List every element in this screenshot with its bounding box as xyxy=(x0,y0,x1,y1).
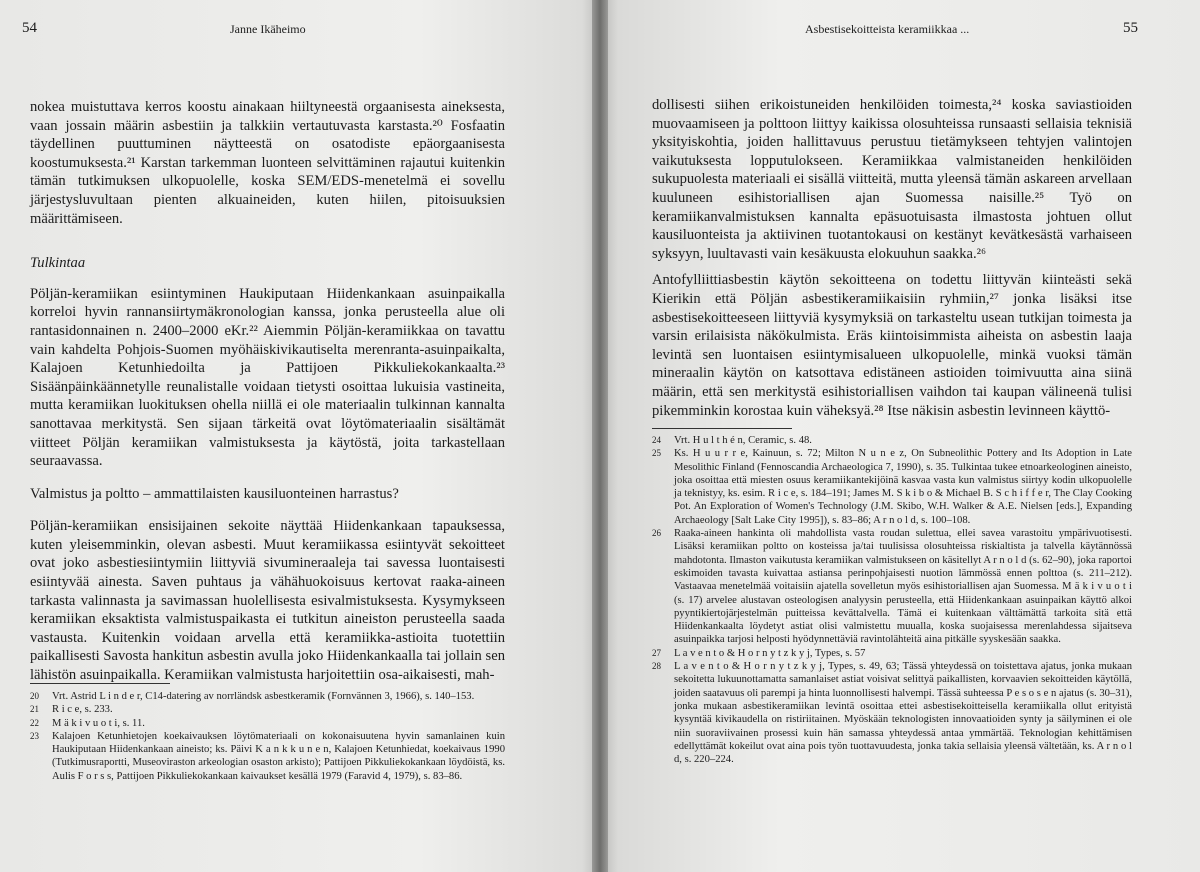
paragraph: Antofylliittiasbestin käytön sekoitteena on todettu liittyvän kiinteästi sekä Kierikin että Pöljän asbestikeramiikaisiin ryhmiin,²⁷ jonka lisäksi itse asbestisekoitteeseen liittyviä kysymyksiä on tarkasteltu usean tutkijan toimesta ja varsin erilaisista näkökulmista. Eräs kiintoisimmista aiheista on asbestin laaja levintä sen luontaisen esiintymisalueen ulkopuolelle, minkä vuoksi tämän mineraalin käytön on katsottava edistäneen astioiden toimivuutta aina siinä määrin, että sen merkitystä esihistoriallisen vaihdon tai kaupan välineenä tulisi pikemminkin korostaa kuin väheksyä.²⁸ Itse näkisin asbestin levinneen käyttö- xyxy=(652,272,1132,419)
footnote: 22 M ä k i v u o t i, s. 11. xyxy=(30,717,145,729)
paragraph: Pöljän-keramiikan ensisijainen sekoite näyttää Hiidenkankaan tapauksessa, kuten yleisemminkin, olevan asbesti. Muut keramiikassa esiintyvät sekoitteet ovat joko asbestiesiintymiin liittyviä sivumineraaleja tai savessa luontaisesti esiintyvää ainesta. Saven puhtaus ja vähähuokoisuus kertovat raaka-aineen tarkasta valinnasta ja savimassan huolellisesta esivalmistuksesta. Kysymykseen keramiikan eksaktista valmistuspaikasta ei tutkitun aineiston perusteella saada vastausta. Kuitenkin voidaan arvella että keramiikka-astioita tuotettiin paikallisesti Savosta hankitun asbestin avulla joko Hiidenkankaalla tai jollain sen lähistön asuinpaikalla. Keramiikan valmistusta harjoitettiin osa-aikaisesti, mah- xyxy=(30,518,505,684)
footnote: 25 Ks. H u u r r e, Kainuun, s. 72; Milton N u n e z, On Subneolithic Pottery and Its Adoption in Late Mesolithic Finland (Fennoscandia Archaeologica 7, 1990), s. 35. Tulkintaa tukee etnoarkeologinen aineisto, joka osoittaa että miesten osuus keramiikantekijöinä kasvaa vasta kun valmistus siirtyy kodin ulkopuolelle ja teknistyy, ks. esim. R i c e, s. 184–191; James M. S k i b o & Michael B. S c h i f f e r, The Clay Cooking Pot. An Exploration of Women's Technology (J.M. Skibo, W.H. Walker & A.E. Nielsen [eds.], Expanding Archaeology [Salt Lake City 1995]), s. 83–86; A r n o l d, s. 100–108. xyxy=(652,448,1132,526)
footnotes xyxy=(30,690,505,783)
footnotes xyxy=(652,434,1132,766)
running-head: Janne Ikäheimo xyxy=(230,22,306,36)
footnote: 26 Raaka-aineen hankinta oli mahdollista vasta roudan sulettua, ellei savea varastoitu ympärivuotisesti. Lisäksi keramiikan poltto on kosteissa ja/tai tuulisissa olosuhteissa riskialtista ja talvella käytännössä mahdotonta. Ilmaston vaikutusta keramiikan valmistukseen on käsitellyt A r n o l d (s. 62–90), joka raportoi eskimoiden tavasta kuivattaa astiansa perinpohjaisesti nuotion lämmössä ennen polttoa (s. 211–212). Vastaavaa menetelmää voitaisiin ajatella sovelletun myös esihistoriallisen ajan Suomessa. M ä k i v u o t i (s. 17) arvelee alustavan osteologisen analyysin perusteella, että Hiidenkankaan asuinpaikan käyttö alkoi pyyntikiertojärjestelmän puitteissa kevättalvella. Tämä ei kuitenkaan välttämättä tarkoita sitä että Hiidenkankaalta löydetyt astiat olisi valmistettu muualla, koska suojaisessa merenlahdessa sijaitseva asuinpaikka tarjosi helposti hyödynnettäviä ravintolähteitä aina pitkälle syyskesään saakka. xyxy=(652,528,1132,646)
footnote: 27 L a v e n t o & H o r n y t z k y j, Types, s. 57 xyxy=(652,647,866,659)
footnote: 28 L a v e n t o & H o r n y t z k y j, Types, s. 49, 63; Tässä yhteydessä on toistettava ajatus, jonka mukaan sekoitetta lukuunottamatta samanlaiset astiat voisivat selittyä paikallisten, korvaavien sekoitteiden käytöllä, joiden saatavuus oli parempi ja hinta luonnollisesti halvempi. Tässä suhteessa P e s o s e n ajatus (s. 30–31), jonka mukaan asbestikeramiikan levintä osoittaa ettei asbestisekoitteisella keramiikalla ollut erityistä kysyntää kivikaudella on ristiriitainen. Myöskään teknologisten innovaatioiden synty ja säilyminen ei ole niin suoraviivainen prosessi kuin hän samassa yhteydessä antaa ymmärtää. Teknologian kehittämisen edellyttämät kokeilut ovat aina pois työn tuottavuudesta, jonka takia sellaisia yleensä vältetään, ks. A r n o l d, s. 220–224. xyxy=(652,661,1132,766)
page-number: 55 xyxy=(1123,20,1138,36)
footnote-rule xyxy=(652,428,792,429)
book-gutter xyxy=(592,0,608,872)
footnote: 20 Vrt. Astrid L i n d e r, C14-datering av norrländsk asbestkeramik (Fornvännen 3, 1966), s. 140–153. xyxy=(30,691,475,702)
footnote-rule xyxy=(30,683,170,684)
paragraph: Pöljän-keramiikan esiintyminen Haukiputaan Hiidenkankaan asuinpaikalla korreloi hyvin rannansiirtymäkronologian kanssa, jonka perusteella alue oli rantasidonnainen n. 2400–2000 eKr.²² Aiemmin Pöljän-keramiikkaa on tavattu vain kahdelta Pohjois-Suomen myöhäiskivikautiselta merenranta-asuinpaikalta, Kalajoen Ketunhiedoilta ja Pattijoen Pikkuliekokankaalta.²³ Sisäänpäinkäännetylle reunalistalle voidaan tietysti osoittaa lukuisia vastineita, mutta keramiikan luokituksen ohella niillä ei ole materiaalin tulkinnan kannalta sanottavaa merkitystä. Sen sijaan tärkeitä ovat löytömateriaalin sisältämät viitteet Pöljän keramiikan valmistuksesta ja käytöstä, joita tarkastellaan seuraavassa. xyxy=(30,285,505,470)
footnote: 21 R i c e, s. 233. xyxy=(30,704,113,716)
page-number: 54 xyxy=(22,20,37,36)
paragraph: nokea muistuttava kerros koostu ainakaan hiiltyneestä orgaanisesta aineksesta, vaan jossain määrin asbestiin ja talkkiin vertautuvasta karstasta.²⁰ Fosfaatin täydellinen puuttuminen näytteestä on osatodiste epäorgaanisesta koostumuksesta.²¹ Karstan tarkemman luonteen selvittäminen rajautui kuitenkin tämän tutkimuksen ulkopuolelle, koska SEM/EDS-menetelmä ei sovellu järjestysluvultaan pienten alkuaineiden, kuten hiilen, pitoisuuksien määrittämiseen. xyxy=(30,99,505,227)
running-head: Asbestisekoitteista keramiikkaa ... xyxy=(805,22,970,36)
section-heading: Tulkintaa xyxy=(30,255,86,272)
footnote: 23 Kalajoen Ketunhietojen koekaivauksen löytömateriaali on kokonaisuutena hyvin samanlainen kuin Haukiputaan Hiidenkankaan aineisto; ks. Päivi K a n k k u n e n, Kalajoen Ketunhiedat, koekaivaus 1990 (Tutkimusraportti, Museoviraston arkeologian osaston arkisto); Pattijoen Pikkuliekokankaan löydöistä, ks. Aulis F o r s s, Pattijoen Pikkuliekokankaan kaivaukset kesällä 1979 (Faravid 4, 1979), s. 83–86. xyxy=(30,730,505,782)
paragraph: dollisesti siihen erikoistuneiden henkilöiden toimesta,²⁴ koska saviastioiden muovaamiseen ja polttoon liittyy kaikissa olosuhteissa runsaasti sellaisia teknisiä yksityiskohtia, joiden hallittavuus perustuu tietämykseen tehtyjen valintojen vaikutuksesta lopputulokseen. Keramiikkaa valmistaneiden henkilöiden sukupuolesta materiaali ei sisällä viitteitä, mutta yleensä tämän askareen arvellaan kuuluneen esihistoriallisen ajan Suomessa naisille.²⁵ Työ on keramiikanvalmistuksen kannalta epäsuotuisasta ilmastosta johtuen ollut kausiluonteista ja aktiivinen tuotantokausi on kestänyt kevätkesästä varhaiseen syksyyn, luultavasti vain kesäkuusta elokuuhun saakka.²⁶ xyxy=(652,97,1132,262)
section-heading: Valmistus ja poltto – ammattilaisten kausiluonteinen harrastus? xyxy=(30,485,399,502)
footnote: 24 Vrt. H u l t h é n, Ceramic, s. 48. xyxy=(652,435,812,446)
right-page xyxy=(600,0,1200,872)
body-text xyxy=(30,98,505,685)
body-text xyxy=(652,96,1132,420)
